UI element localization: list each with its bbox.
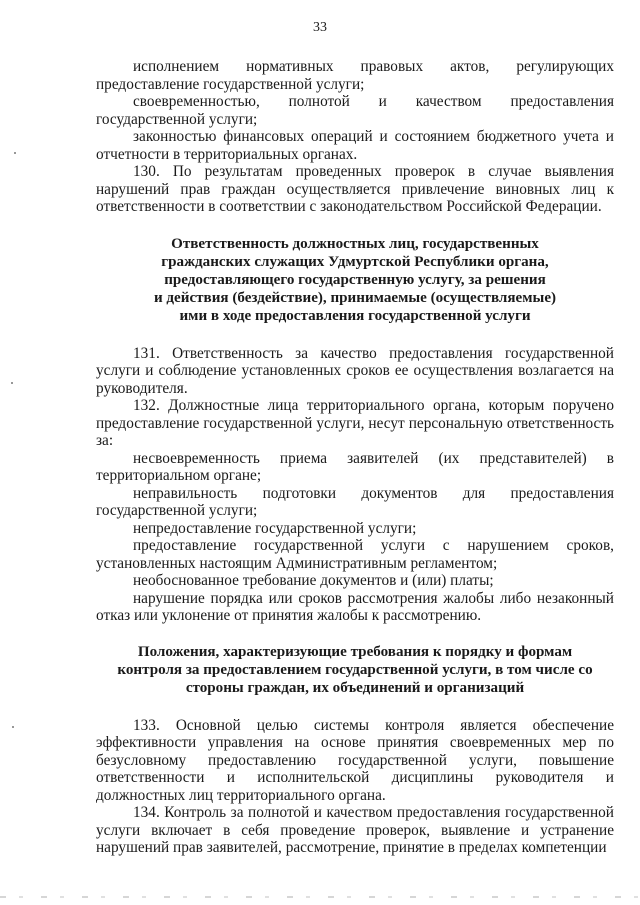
paragraph: своевременностью, полнотой и качеством предоставления государственной услуги;: [96, 93, 614, 128]
page-number: 33: [313, 20, 327, 35]
heading-line: контроля за предоставлением государственной услуги, в том числе со: [117, 661, 593, 678]
section-heading-responsibility: [96, 235, 614, 325]
heading-line: стороны граждан, их объединений и организаций: [185, 679, 525, 696]
paragraph: законностью финансовых операций и состоянием бюджетного учета и отчетности в территориальных органах.: [96, 128, 614, 163]
scan-speck: [12, 726, 14, 728]
list-item: неправильность подготовки документов для предоставления государственной услуги;: [96, 484, 614, 519]
scan-speck: [14, 152, 16, 154]
paragraph-132: 132. Должностные лица территориального органа, которым поручено предоставление государственной услуги, несут персональную ответственность за:: [96, 397, 614, 449]
scan-edge-noise: [0, 896, 640, 898]
list-item: необоснованное требование документов и (или) платы;: [133, 572, 494, 589]
document-body: [96, 58, 614, 857]
paragraph-134: 134. Контроль за полнотой и качеством предоставления государственной услуги включает в себя проведение проверок, выявление и устранение нарушений прав заявителей, рассмотрение, принятие в пределах компетенции: [96, 804, 614, 856]
paragraph-130: 130. По результатам проведенных проверок в случае выявления нарушений прав граждан осуществляется привлечение виновных лиц к ответственности в соответствии с законодательством Российской Федерации.: [96, 163, 614, 215]
list-item: непредоставление государственной услуги;: [133, 519, 417, 537]
paragraph-131: 131. Ответственность за качество предоставления государственной услуги и соблюдение установленных сроков ее осуществления возлагается на руководителя.: [96, 344, 614, 397]
heading-line: и действия (бездействие), принимаемые (осуществляемые): [153, 289, 557, 306]
paragraph: исполнением нормативных правовых актов, регулирующих предоставление государственной услуги;: [96, 58, 614, 93]
list-item: нарушение порядка или сроков рассмотрения жалобы либо незаконный отказ или уклонение от принятия жалобы к рассмотрению.: [96, 589, 614, 624]
heading-line: гражданских служащих Удмуртской Республики органа,: [161, 253, 549, 270]
heading-line: предоставляющего государственную услугу, за решения: [164, 271, 546, 288]
scan-speck: [11, 382, 13, 384]
list-item: предоставление государственной услуги с нарушением сроков, установленных настоящим Административным регламентом;: [96, 537, 614, 572]
heading-line: Положения, характеризующие требования к порядку и формам: [137, 643, 573, 660]
section-heading-control: [96, 643, 614, 697]
paragraph-133: 133. Основной целью системы контроля является обеспечение эффективности управления на основе принятия своевременных мер по безусловному предоставлению государственной услуги, повышение ответственности и исполнительской дисциплины руководителя и должностных лиц территориального органа.: [96, 716, 614, 804]
heading-line: ими в ходе предоставления государственной услуги: [179, 307, 531, 324]
heading-line: Ответственность должностных лиц, государственных: [171, 235, 539, 252]
list-item: несвоевременность приема заявителей (их представителей) в территориальном органе;: [96, 449, 614, 484]
